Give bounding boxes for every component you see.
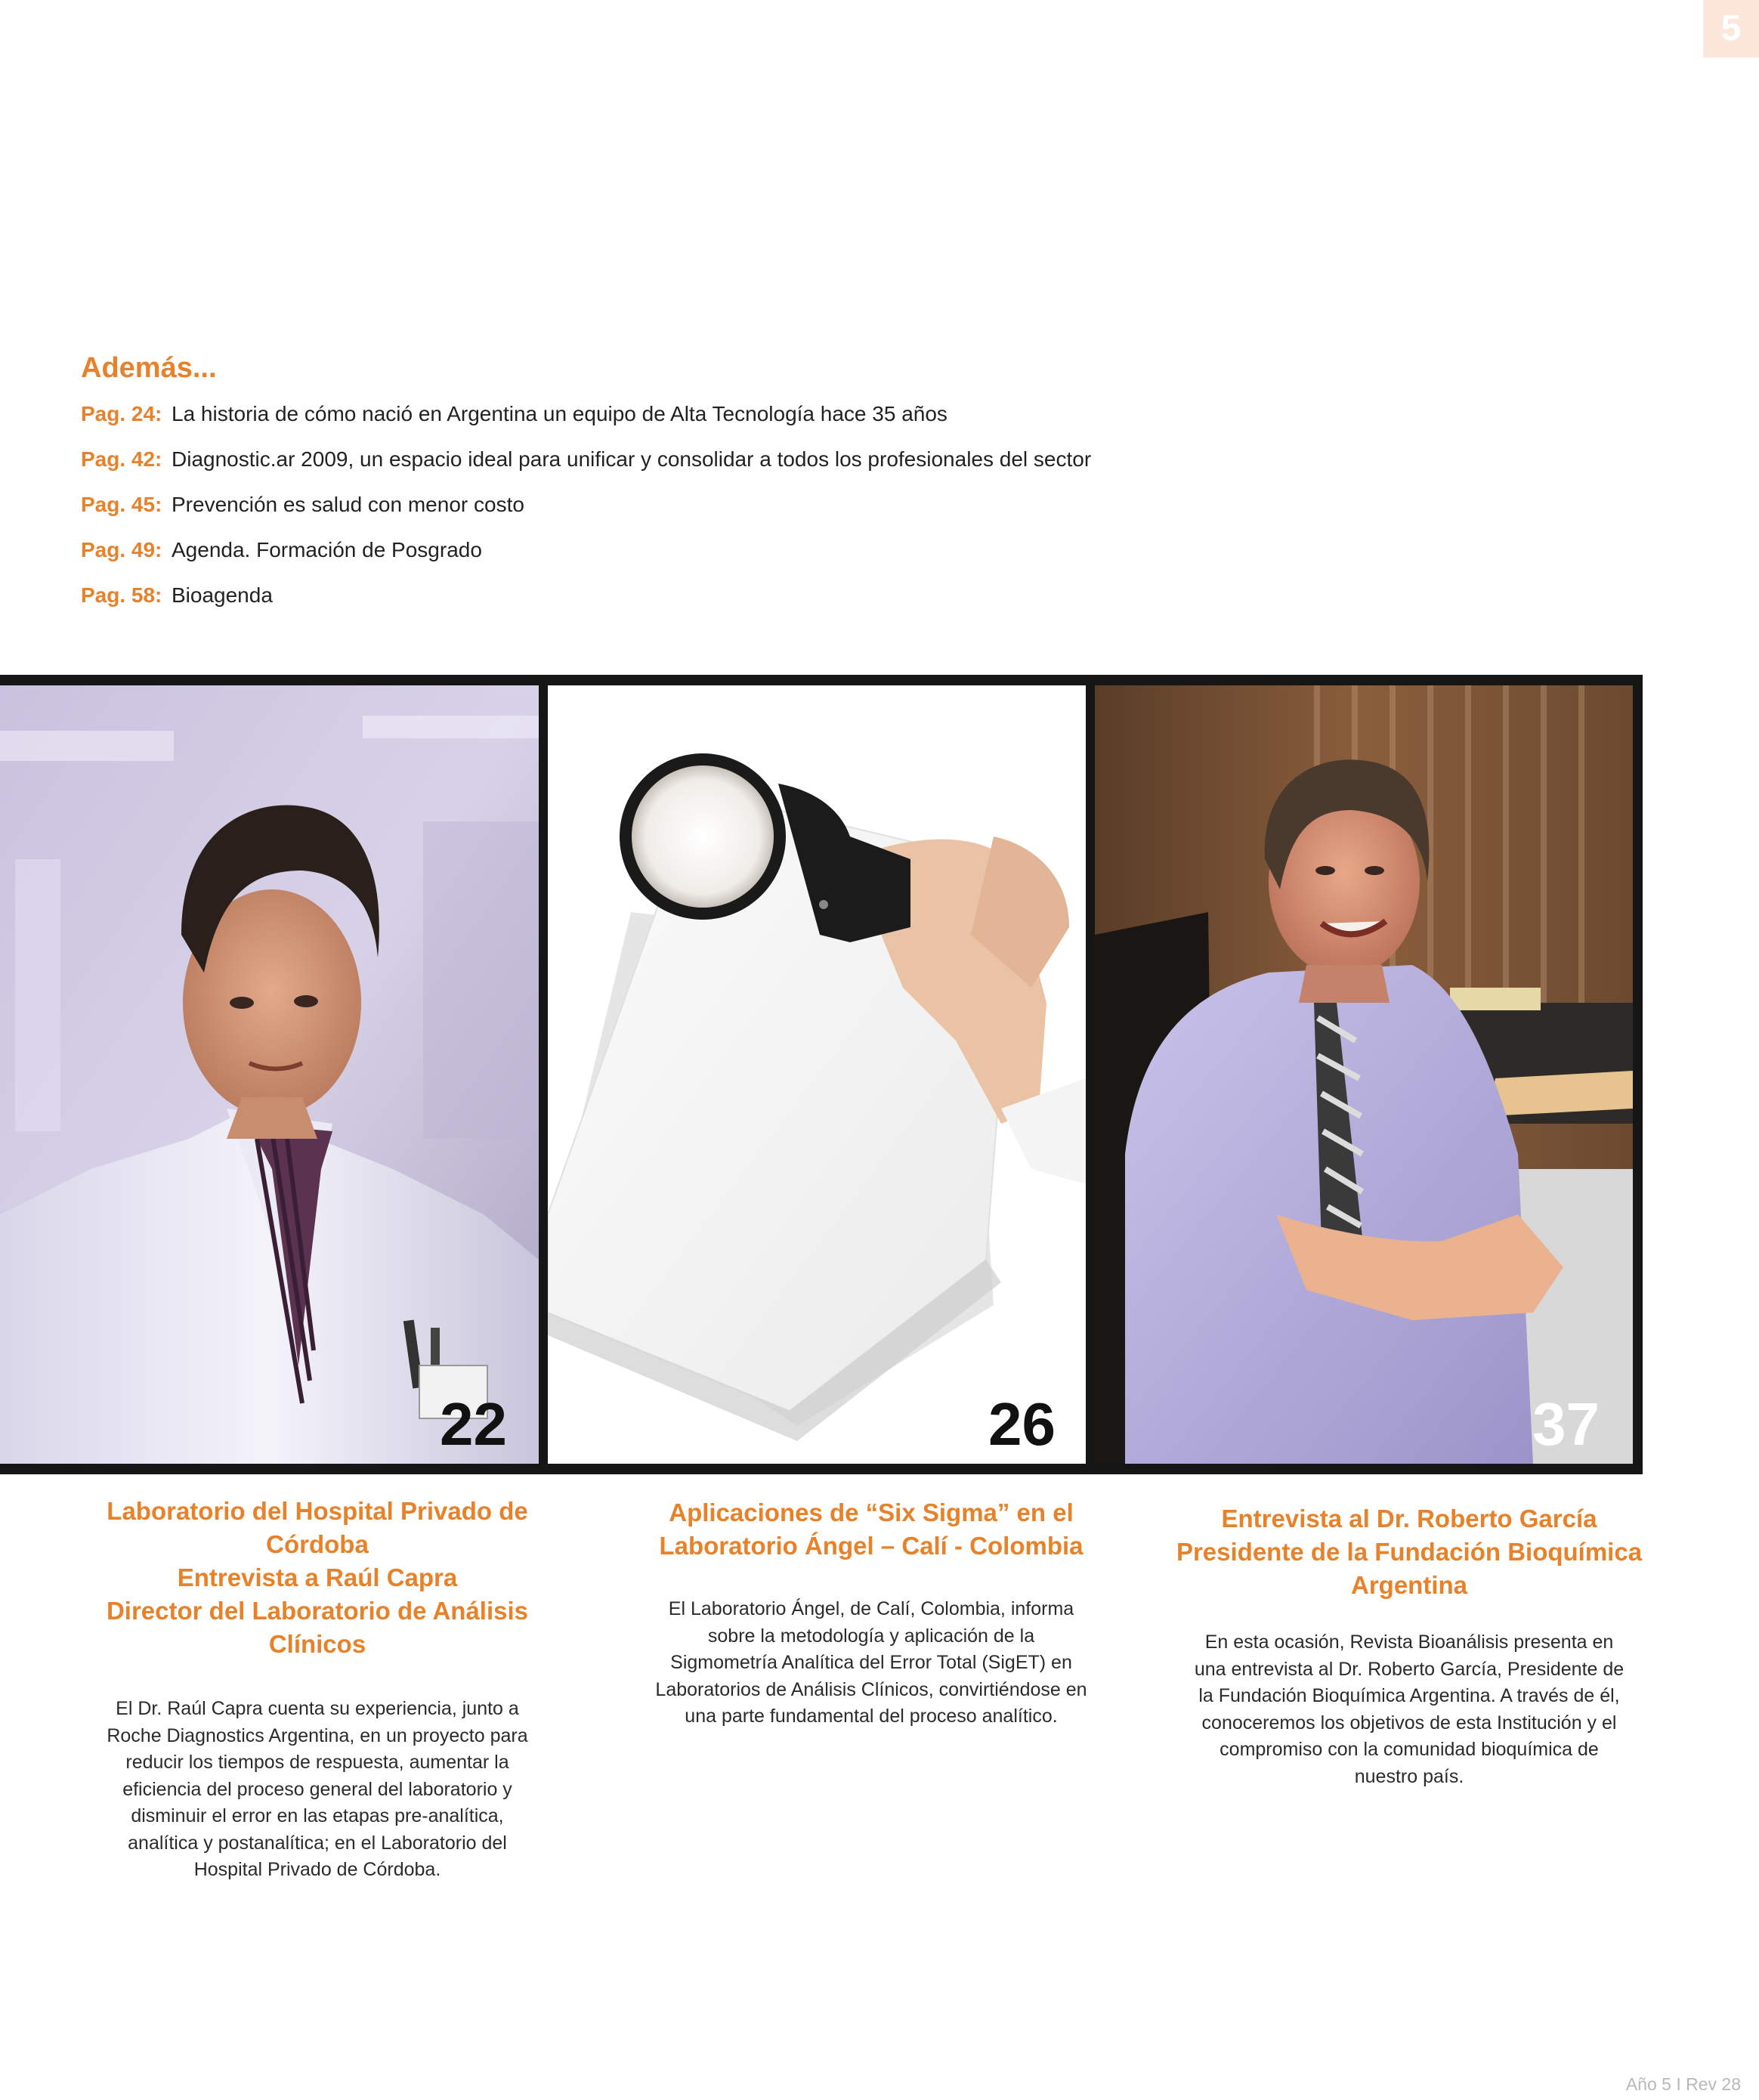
photo-interview[interactable] — [1095, 685, 1633, 1464]
article-title-line: Laboratorio Ángel – Calí - Colombia — [659, 1532, 1084, 1560]
article-body-line: una parte fundamental del proceso analítico. — [685, 1706, 1058, 1727]
ademas-item-text: Agenda. Formación de Posgrado — [172, 538, 482, 561]
lab-director-illustration — [0, 685, 539, 1464]
ademas-item-page: Pag. 49: — [81, 538, 162, 561]
article-title-line: Director del Laboratorio de Análisis — [106, 1597, 529, 1625]
page-number-badge — [1703, 0, 1759, 57]
ademas-item-text: Diagnostic.ar 2009, un espacio ideal para unificar y consolidar a todos los profesionales del sector — [172, 447, 1092, 471]
ademas-item-page: Pag. 24: — [81, 402, 162, 425]
ademas-item-page: Pag. 58: — [81, 583, 162, 607]
article-body-line: conoceremos los objetivos de esta Institución y el — [1201, 1712, 1617, 1734]
article-body-line: la Fundación Bioquímica Argentina. A través de él, — [1198, 1685, 1620, 1706]
article-body-line: Roche Diagnostics Argentina, en un proyecto para — [107, 1724, 528, 1746]
article-title-line: Presidente de la Fundación Bioquímica — [1176, 1538, 1643, 1566]
ademas-item[interactable] — [81, 527, 1091, 573]
article-title-line: Entrevista a Raúl Capra — [177, 1563, 458, 1591]
article-body-line: nuestro país. — [1354, 1765, 1464, 1787]
photo-lab-director[interactable] — [0, 685, 539, 1464]
article-body-line: En esta ocasión, Revista Bioanálisis presenta en — [1204, 1631, 1614, 1653]
article-title — [1164, 1502, 1655, 1602]
ademas-item-text: Prevención es salud con menor costo — [172, 493, 524, 516]
magnifying-glass-illustration — [548, 685, 1086, 1464]
ademas-heading: Además... — [81, 352, 217, 384]
article-title — [60, 1495, 574, 1661]
article-title-line: Clínicos — [268, 1630, 366, 1658]
article-body-line: una entrevista al Dr. Roberto García, Presidente de — [1194, 1658, 1625, 1680]
ademas-item[interactable] — [81, 437, 1091, 482]
ademas-list — [81, 391, 1091, 618]
article-title-line: Córdoba — [266, 1530, 369, 1558]
issue-footer: Año 5 I Rev 28 — [1625, 2074, 1741, 2094]
article-body-line: eficiencia del proceso general del laboratorio y — [122, 1778, 512, 1800]
ademas-item-text: La historia de cómo nació en Argentina un equipo de Alta Tecnología hace 35 años — [172, 402, 948, 425]
article-body-line: disminuir el error en las etapas pre-analítica, — [131, 1805, 504, 1826]
article-body-line: Hospital Privado de Córdoba. — [193, 1859, 441, 1880]
article-body-line: El Laboratorio Ángel, de Calí, Colombia, informa — [668, 1598, 1074, 1619]
ademas-item[interactable] — [81, 573, 1091, 618]
article-body-line: analítica y postanalítica; en el Laboratorio del — [128, 1832, 507, 1854]
article-roberto-garcia[interactable] — [1164, 1502, 1655, 1790]
photo-page-number: 37 — [1532, 1390, 1600, 1458]
ademas-item[interactable] — [81, 391, 1091, 437]
ademas-item[interactable] — [81, 482, 1091, 527]
article-body-line: Laboratorios de Análisis Clínicos, convirtiéndose en — [655, 1678, 1087, 1700]
article-six-sigma[interactable] — [604, 1496, 1138, 1730]
article-title — [604, 1496, 1138, 1563]
article-body-line: compromiso con la comunidad bioquímica de — [1220, 1739, 1599, 1760]
interview-illustration — [1095, 685, 1633, 1464]
ademas-item-page: Pag. 45: — [81, 493, 162, 516]
photo-page-number: 26 — [988, 1390, 1056, 1458]
article-body-line: El Dr. Raúl Capra cuenta su experiencia, junto a — [116, 1698, 519, 1719]
article-body — [1164, 1629, 1655, 1790]
article-body-line: sobre la metodología y aplicación de la — [707, 1625, 1035, 1647]
article-hospital-privado[interactable] — [60, 1495, 574, 1884]
article-title-line: Entrevista al Dr. Roberto García — [1221, 1505, 1597, 1532]
article-body-line: Sigmometría Analítica del Error Total (SigET) en — [670, 1652, 1072, 1673]
ademas-item-text: Bioagenda — [172, 583, 273, 607]
article-title-line: Aplicaciones de “Six Sigma” en el — [669, 1498, 1074, 1526]
photo-page-number: 22 — [440, 1390, 507, 1458]
article-title-line: Laboratorio del Hospital Privado de — [107, 1497, 528, 1525]
page-number: 5 — [1720, 8, 1742, 48]
article-body-line: reducir los tiempos de respuesta, aumentar la — [125, 1752, 509, 1773]
article-body — [60, 1696, 574, 1884]
article-title-line: Argentina — [1350, 1571, 1467, 1599]
article-body — [604, 1596, 1138, 1730]
ademas-item-page: Pag. 42: — [81, 447, 162, 471]
photo-magnifying-glass[interactable] — [548, 685, 1086, 1464]
photo-strip — [0, 675, 1643, 1474]
